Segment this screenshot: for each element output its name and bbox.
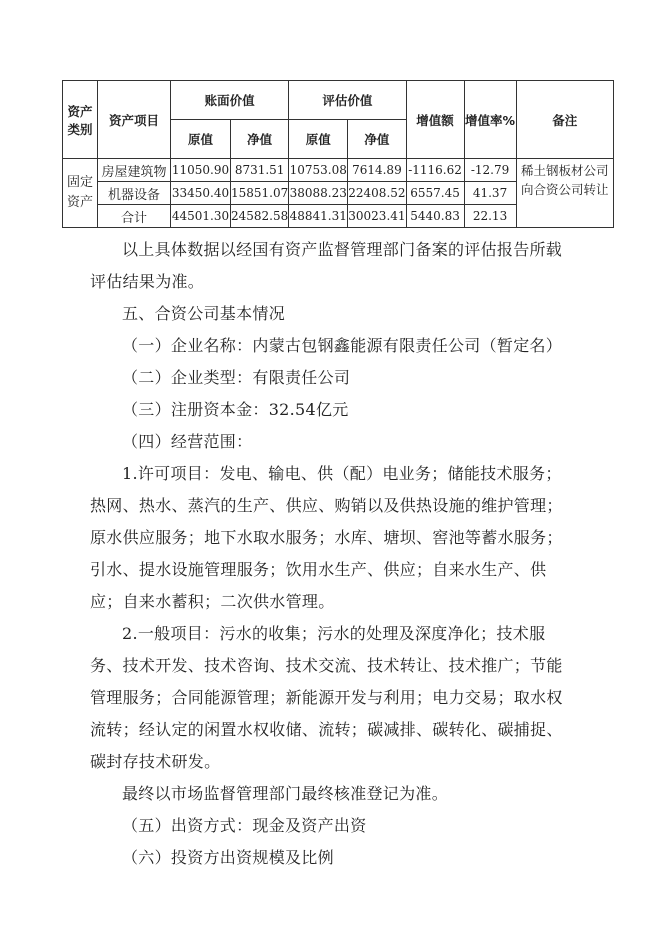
item-cell: 机器设备 xyxy=(98,182,171,205)
text-line: 管理服务；合同能源管理；新能源开发与利用；电力交易；取水权 xyxy=(90,688,563,707)
header-category: 资产类别 xyxy=(63,81,98,159)
text-line: 流转；经认定的闲置水权收储、流转；碳减排、碳转化、碳捕捉、 xyxy=(90,720,563,739)
header-rate: 增值率% xyxy=(464,81,516,159)
text-line: 原水供应服务；地下水取水服务；水库、塘坝、窖池等蓄水服务； xyxy=(90,528,563,547)
text-line: 2.一般项目：污水的收集；污水的处理及深度净化；技术服 xyxy=(122,624,546,643)
text-line: （二）企业类型：有限责任公司 xyxy=(122,368,351,387)
remark-cell: 稀土钢板材公司向合资公司转让 xyxy=(516,159,613,228)
text-line: 务、技术开发、技术咨询、技术交流、技术转让、技术推广；节能 xyxy=(90,656,563,675)
category-cell: 固定资产 xyxy=(63,159,98,228)
value-cell: 44501.30 xyxy=(171,205,231,228)
value-cell: -1116.62 xyxy=(406,159,464,182)
header-item: 资产项目 xyxy=(98,81,171,159)
text-line: 最终以市场监督管理部门最终核准登记为准。 xyxy=(122,784,449,803)
header-appraised-value: 评估价值 xyxy=(289,81,406,120)
text-line: （三）注册资本金：32.54亿元 xyxy=(122,400,349,419)
asset-table xyxy=(62,80,614,228)
text-line: 1.许可项目：发电、输电、供（配）电业务；储能技术服务； xyxy=(122,464,562,483)
text-line: 评估结果为准。 xyxy=(90,272,205,291)
body-text xyxy=(90,234,590,874)
item-cell: 房屋建筑物 xyxy=(98,159,171,182)
text-line: 引水、提水设施管理服务；饮用水生产、供应；自来水生产、供 xyxy=(90,560,547,579)
value-cell: 33450.40 xyxy=(171,182,231,205)
header-book-net: 净值 xyxy=(231,120,289,159)
value-cell: 5440.83 xyxy=(406,205,464,228)
text-line: 碳封存技术研发。 xyxy=(90,752,221,771)
value-cell: 38088.23 xyxy=(289,182,348,205)
table-row xyxy=(63,159,614,182)
value-cell: 7614.89 xyxy=(348,159,406,182)
text-line: 热网、热水、蒸汽的生产、供应、购销以及供热设施的维护管理； xyxy=(90,496,563,515)
header-increase: 增值额 xyxy=(406,81,464,159)
value-cell: 11050.90 xyxy=(171,159,231,182)
value-cell: 24582.58 xyxy=(231,205,289,228)
value-cell: -12.79 xyxy=(464,159,516,182)
text-line: 五、合资公司基本情况 xyxy=(122,304,286,323)
value-cell: 30023.41 xyxy=(348,205,406,228)
text-line: （六）投资方出资规模及比例 xyxy=(122,848,334,867)
value-cell: 22408.52 xyxy=(348,182,406,205)
value-cell: 48841.31 xyxy=(289,205,348,228)
value-cell: 41.37 xyxy=(464,182,516,205)
text-line: （四）经营范围： xyxy=(122,432,253,451)
text-line: 应；自来水蓄积；二次供水管理。 xyxy=(90,592,335,611)
header-appraised-net: 净值 xyxy=(348,120,406,159)
text-line: （一）企业名称：内蒙古包钢鑫能源有限责任公司（暂定名） xyxy=(122,336,563,355)
item-cell: 合计 xyxy=(98,205,171,228)
text-line: 以上具体数据以经国有资产监督管理部门备案的评估报告所载 xyxy=(122,240,563,259)
header-remark: 备注 xyxy=(516,81,613,159)
value-cell: 22.13 xyxy=(464,205,516,228)
value-cell: 6557.45 xyxy=(406,182,464,205)
value-cell: 10753.08 xyxy=(289,159,348,182)
text-line: （五）出资方式：现金及资产出资 xyxy=(122,816,367,835)
header-book-value: 账面价值 xyxy=(171,81,289,120)
value-cell: 15851.07 xyxy=(231,182,289,205)
header-appraised-original: 原值 xyxy=(289,120,348,159)
value-cell: 8731.51 xyxy=(231,159,289,182)
header-book-original: 原值 xyxy=(171,120,231,159)
